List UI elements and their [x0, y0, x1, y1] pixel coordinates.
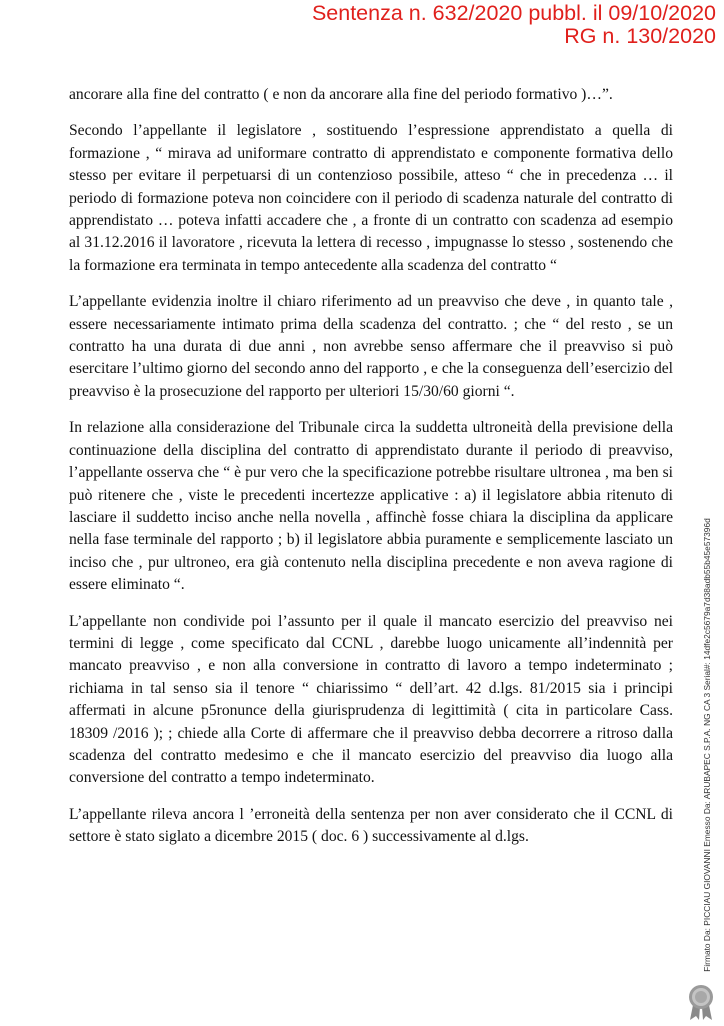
paragraph-5: L’appellante non condivide poi l’assunto per il quale il mancato esercizio del preavviso nei termini di legge , come specificato dal CCNL , darebbe luogo unicamente all’indennità per mancato preavviso , e non alla conversione in contratto di lavoro a tempo indeterminato ; richiama in tal senso sia il tenore “ chiarissimo “ dell’art. 42 d.lgs. 81/2015 sia i principi affermati in alcune p5ronunce della giurisprudenza di legittimità ( cita in particolare Cass. 18309 /2016 ); ; chiede alla Corte di affermare che il preavviso debba decorrere a ritroso dalla scadenza del contratto medesimo e che il mancato esercizio del preavviso dia luogo alla conversione del contratto a tempo indeterminato. [69, 612, 673, 787]
paragraph-1: ancorare alla fine del contratto ( e non da ancorare alla fine del periodo formativo )…”. [69, 86, 613, 103]
header-rg-number: RG n. 130/2020 [564, 24, 716, 48]
signature-text: Firmato Da: PICCIAU GIOVANNI Emesso Da: ARUBAPEC S.P.A. NG CA 3 Serial#: 14dfe2c5679a7d38adb55b45e57396d [702, 518, 712, 972]
document-header [312, 2, 716, 48]
paragraph-6: L’appellante rileva ancora l ’erroneità della sentenza per non aver considerato che il CCNL di settore è stato siglato a dicembre 2015 ( doc. 6 ) successivamente al d.lgs. [69, 805, 673, 846]
paragraph-4: In relazione alla considerazione del Tribunale circa la suddetta ultroneità della previsione della continuazione della disciplina del contratto di apprendistato durante il periodo di preavviso, l’appellante osserva che “ è pur vero che la specificazione potrebbe risultare ultronea , ma ben si può ritenere che , viste le precedenti incertezze applicative : a) il legislatore abbia ritenuto di lasciare il suddetto inciso anche nella novella , affinchè fosse chiara la disciplina da applicare nella fase terminale del rapporto ; b) il legislatore abbia puramente e semplicemente lasciato un inciso che , pur ultroneo, era già contenuto nella disciplina precedente e non aveva ragione di essere eliminato “. [69, 419, 673, 594]
certification-seal-icon [684, 983, 718, 1021]
digital-signature-strip [697, 505, 717, 985]
paragraph-3: L’appellante evidenzia inoltre il chiaro riferimento ad un preavviso che deve , in quanto tale , essere necessariamente intimato prima della scadenza del contratto. ; che “ del resto , se un contratto ha una durata di due anni , non avrebbe senso affermare che il preavviso si può esercitare l’ultimo giorno del secondo anno del rapporto , e che la conseguenza dell’esercizio del preavviso è la prosecuzione del rapporto per ulteriori 15/30/60 giorni “. [69, 293, 674, 400]
document-body [69, 84, 673, 863]
header-sentence-number: Sentenza n. 632/2020 pubbl. il 09/10/2020 [311, 1, 716, 25]
paragraph-2: Secondo l’appellante il legislatore , sostituendo l’espressione apprendistato a quella di formazione , “ mirava ad uniformare contratto di apprendistato e componente formativa dello stesso per evitare il perpetuarsi di un contenzioso possibile, atteso “ che in precedenza … il periodo di formazione poteva non coincidere con il periodo di scadenza naturale del contratto di apprendistato … poteva infatti accadere che , a fronte di un contratto con scadenza ad esempio al 31.12.2016 il lavoratore , ricevuta la lettera di recesso , impugnasse lo stesso , sostenendo che la formazione era terminata in tempo antecedente alla scadenza del contratto “ [69, 122, 673, 274]
